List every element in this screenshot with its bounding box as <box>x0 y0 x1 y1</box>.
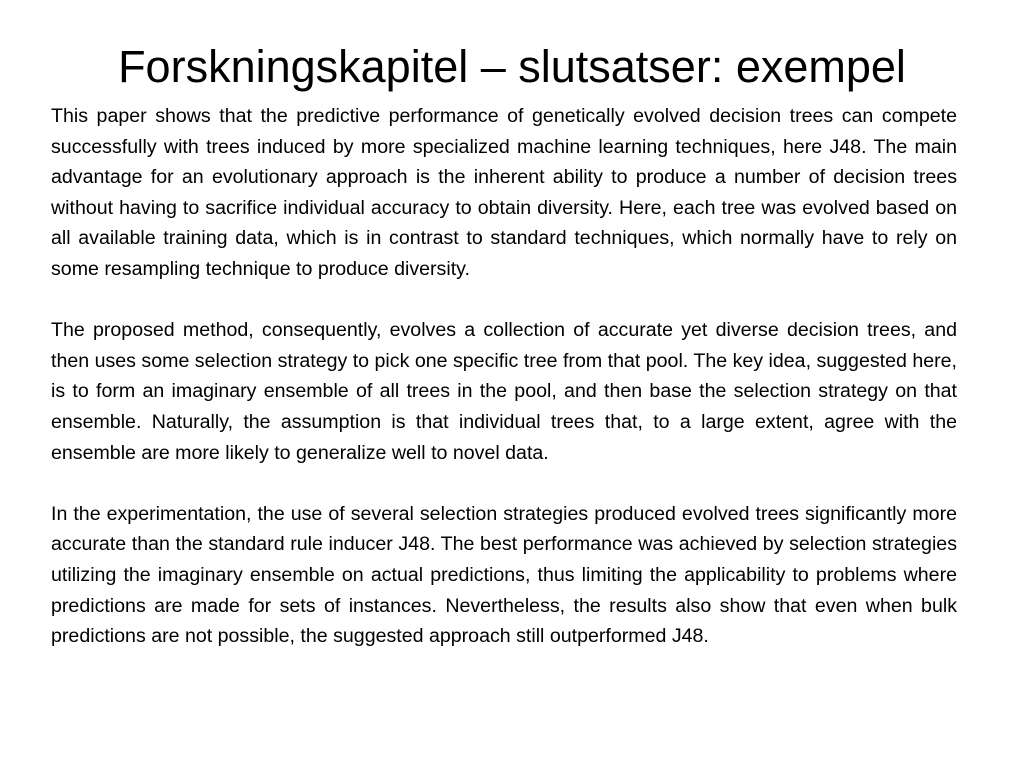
body-paragraph-3: In the experimentation, the use of several selection strategies produced evolved trees significantly more accurate than the standard rule inducer J48. The best performance was achieved by selection strategies utilizing the imaginary ensemble on actual predictions, thus limiting the applicability to problems where predictions are made for sets of instances. Nevertheless, the results also show that even when bulk predictions are not possible, the suggested approach still outperformed J48. <box>51 502 957 648</box>
body-paragraph-1: This paper shows that the predictive performance of genetically evolved decision trees can compete successfully with trees induced by more specialized machine learning techniques, here J48. The main advantage for an evolutionary approach is the inherent ability to produce a number of decision trees without having to sacrifice individual accuracy to obtain diversity. Here, each tree was evolved based on all available training data, which is in contrast to standard techniques, which normally have to rely on some resampling technique to produce diversity. <box>51 105 957 280</box>
slide-body <box>51 101 957 652</box>
body-paragraph-2: The proposed method, consequently, evolves a collection of accurate yet diverse decision trees, and then uses some selection strategy to pick one specific tree from that pool. The key idea, suggested here, is to form an imaginary ensemble of all trees in the pool, and then base the selection strategy on that ensemble. Naturally, the assumption is that individual trees that, to a large extent, agree with the ensemble are more likely to generalize well to novel data. <box>51 319 957 464</box>
slide-title: Forskningskapitel – slutsatser: exempel <box>118 41 906 92</box>
